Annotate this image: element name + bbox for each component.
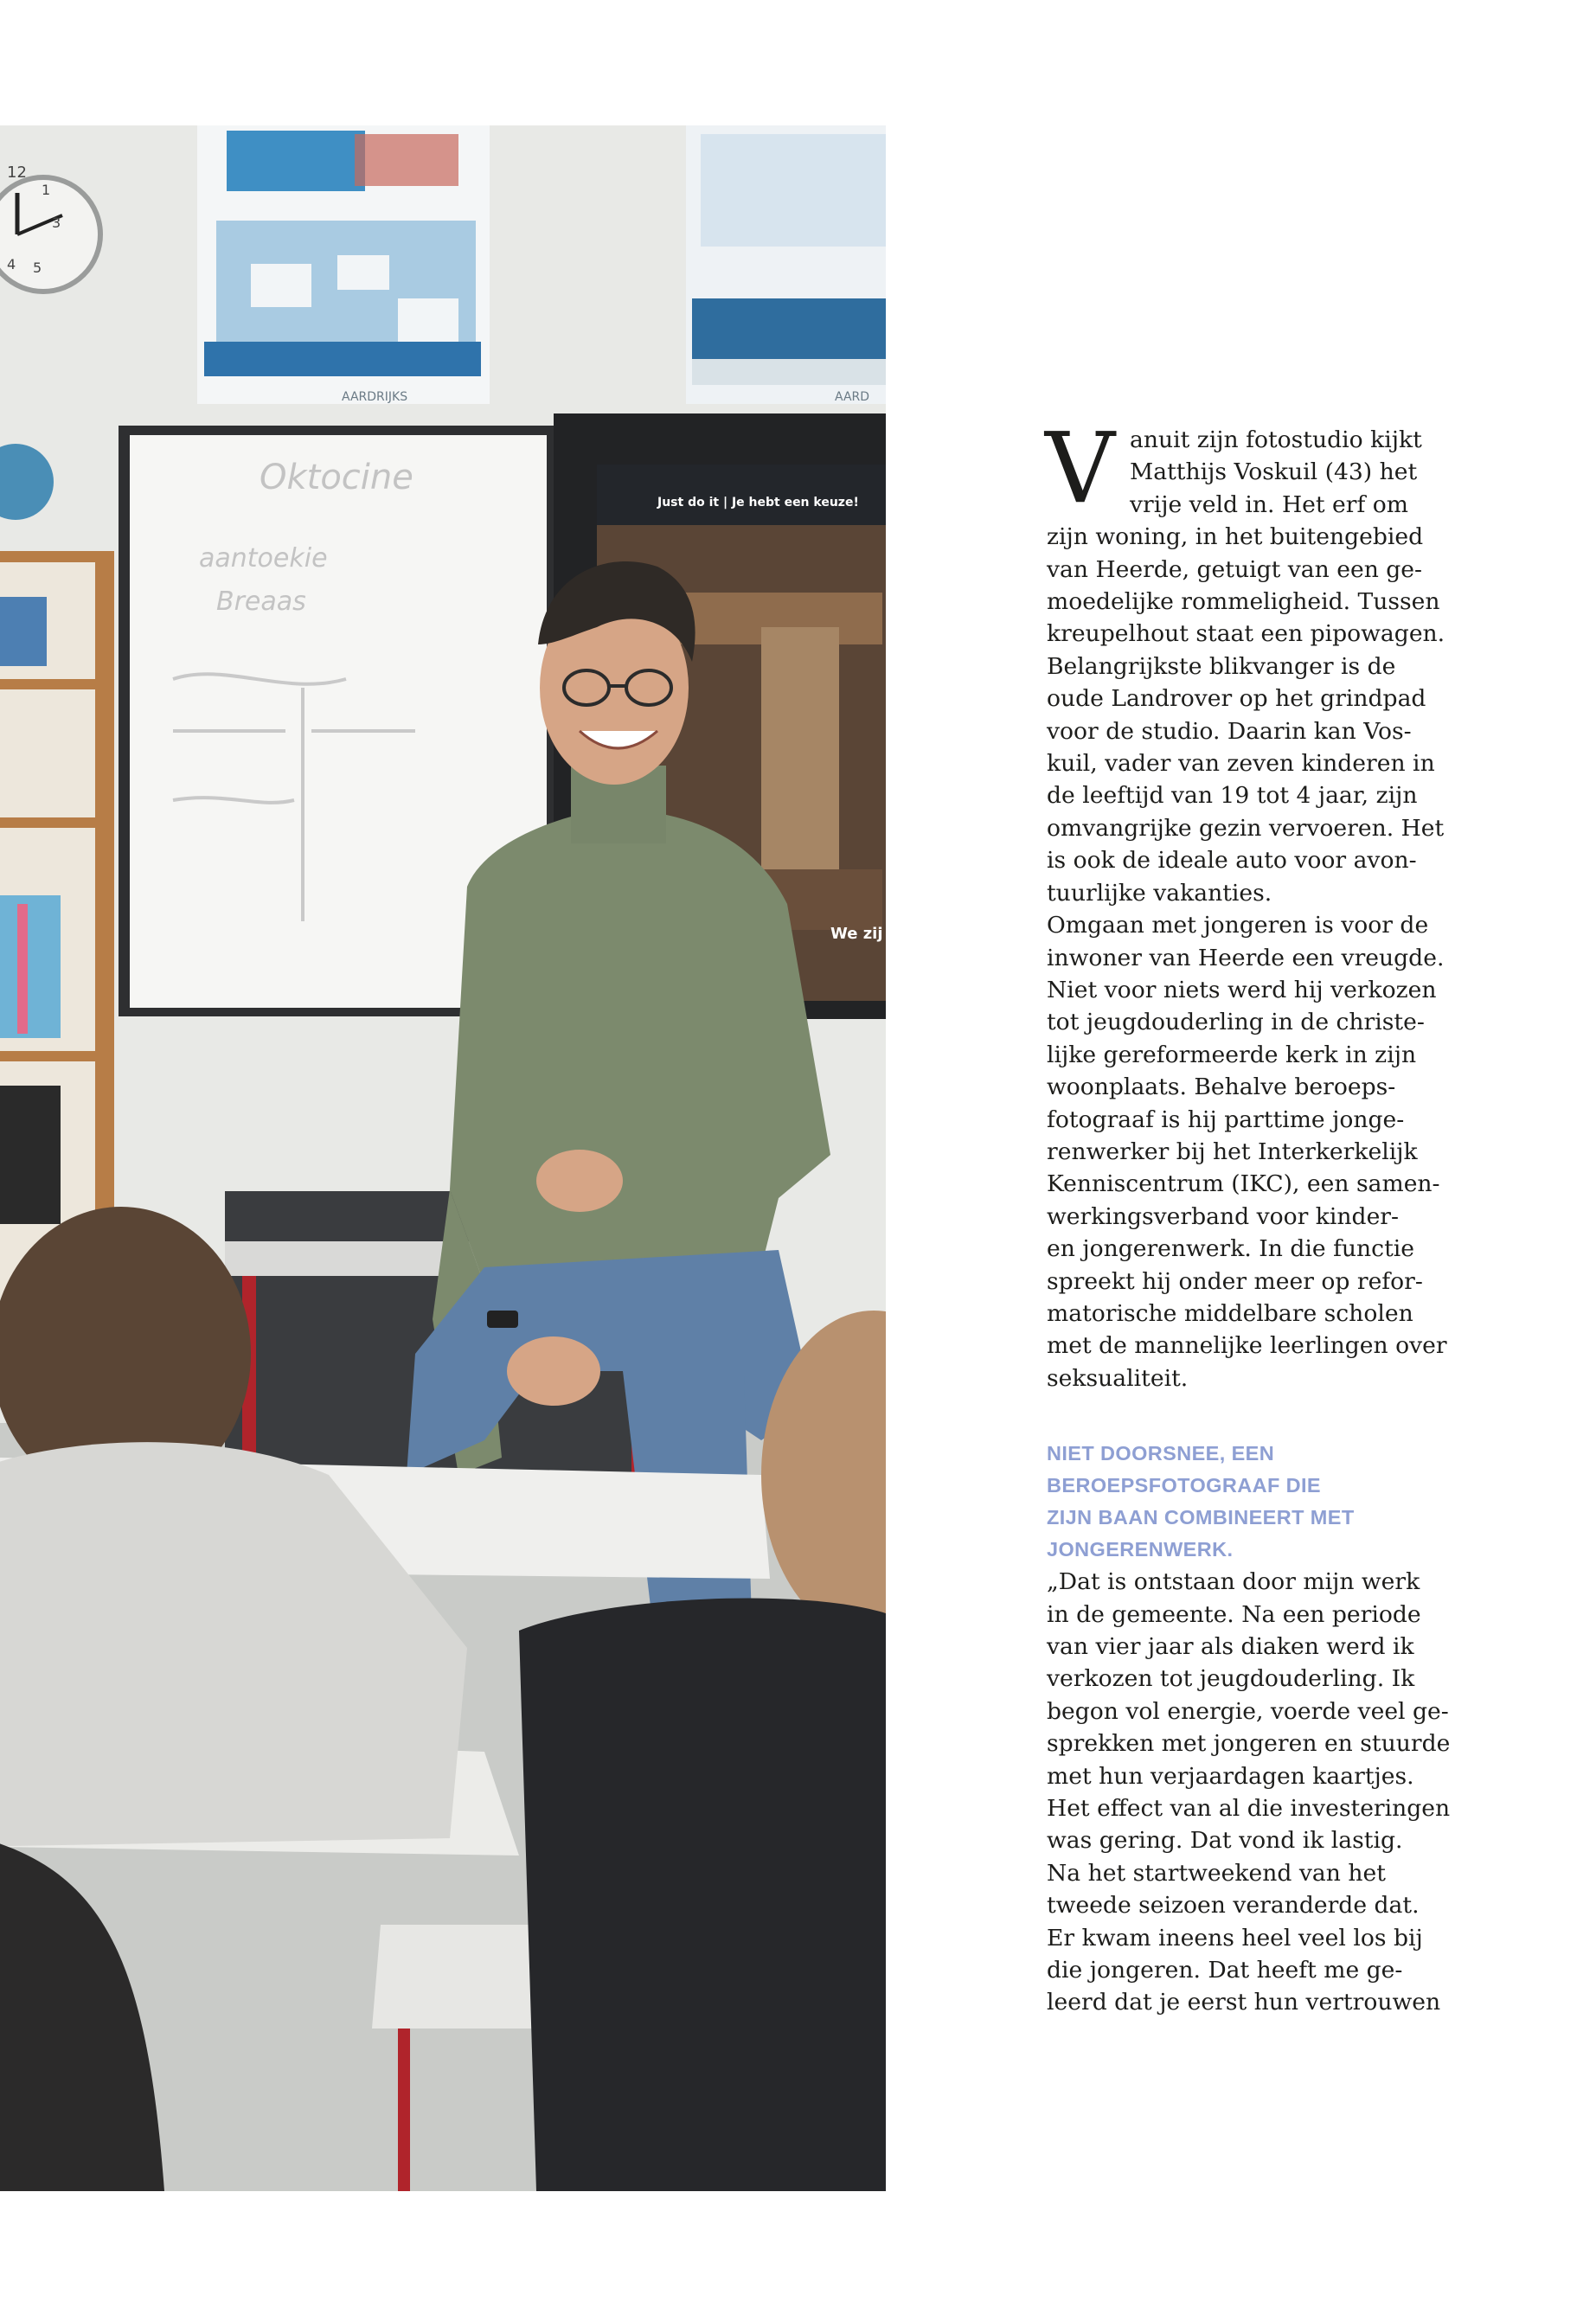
interview-question	[1047, 1438, 1462, 1566]
text-line: omvangrijke gezin vervoeren. Het	[1047, 814, 1445, 842]
text-line: verkozen tot jeugdouderling. Ik	[1047, 1665, 1415, 1693]
svg-text:Breaas: Breaas	[216, 586, 306, 617]
text-line: Het effect van al die investeringen	[1047, 1795, 1451, 1823]
text-line: zijn woning, in het buitengebied	[1047, 523, 1424, 551]
paragraph-1	[1047, 521, 1462, 909]
text-line: woonplaats. Behalve beroeps-	[1047, 1074, 1396, 1101]
text-line: Er kwam ineens heel veel los bij	[1047, 1924, 1423, 1952]
text-line: kreupelhout staat een pipowagen.	[1047, 620, 1445, 648]
intro-line: Matthijs Voskuil (43) het	[1130, 458, 1418, 486]
text-line: sprekken met jongeren en stuurde	[1047, 1730, 1451, 1758]
text-line: voor de studio. Daarin kan Vos-	[1047, 717, 1412, 745]
text-line: spreekt hij onder meer op refor-	[1047, 1267, 1423, 1295]
text-line: tweede seizoen veranderde dat.	[1047, 1892, 1420, 1920]
text-line: in de gemeente. Na een periode	[1047, 1600, 1421, 1628]
text-line: die jongeren. Dat heeft me ge-	[1047, 1957, 1403, 1984]
text-line: van Heerde, getuigt van een ge-	[1047, 555, 1423, 583]
poster-right	[686, 125, 886, 404]
text-line: en jongerenwerk. In die functie	[1047, 1235, 1415, 1263]
text-line: fotograaf is hij parttime jonge-	[1047, 1106, 1405, 1133]
paragraph-2	[1047, 909, 1462, 1394]
text-line: renwerker bij het Interkerkelijk	[1047, 1138, 1418, 1165]
poster-left	[197, 125, 490, 404]
text-line: is ook de ideale auto voor avon-	[1047, 847, 1417, 875]
text-line: met hun verjaardagen kaartjes.	[1047, 1762, 1414, 1790]
svg-text:4: 4	[7, 256, 16, 272]
text-line: de leeftijd van 19 tot 4 jaar, zijn	[1047, 782, 1418, 810]
interview-answer	[1047, 1566, 1462, 2019]
svg-text:We zij: We zij	[830, 925, 883, 943]
text-line: Belangrijkste blikvanger is de	[1047, 652, 1396, 680]
svg-text:Oktocine: Oktocine	[260, 458, 413, 497]
svg-text:AARD: AARD	[835, 390, 870, 404]
svg-text:3: 3	[52, 215, 61, 231]
text-line: begon vol energie, voerde veel ge-	[1047, 1697, 1449, 1725]
question-line: BEROEPSFOTOGRAAF DIE	[1047, 1474, 1322, 1497]
article-body	[1045, 413, 1462, 2019]
text-line: met de mannelijke leerlingen over	[1047, 1332, 1447, 1360]
text-line: lijke gereformeerde kerk in zijn	[1047, 1041, 1417, 1068]
svg-text:1: 1	[42, 182, 51, 198]
question-line: JONGERENWERK.	[1047, 1538, 1234, 1561]
text-line: oude Landrover op het grindpad	[1047, 685, 1426, 713]
text-line: Niet voor niets werd hij verkozen	[1047, 976, 1437, 1003]
text-line: Na het startweekend van het	[1047, 1859, 1386, 1887]
text-line: tot jeugdouderling in de christe-	[1047, 1009, 1425, 1036]
drop-cap: V	[1045, 413, 1115, 525]
classroom-photo	[0, 125, 886, 2191]
text-line: „Dat is ontstaan door mijn werk	[1047, 1568, 1420, 1596]
text-line: Omgaan met jongeren is voor de	[1047, 912, 1429, 939]
text-line: inwoner van Heerde een vreugde.	[1047, 944, 1445, 971]
svg-text:aantoekie: aantoekie	[199, 543, 328, 574]
question-line: NIET DOORSNEE, EEN	[1047, 1442, 1275, 1465]
text-line: werkingsverband voor kinder-	[1047, 1202, 1400, 1230]
intro-line: anuit zijn fotostudio kijkt	[1130, 426, 1422, 453]
text-line: was gering. Dat vond ik lastig.	[1047, 1827, 1403, 1855]
svg-text:AARDRIJKS: AARDRIJKS	[342, 390, 408, 404]
text-line: matorische middelbare scholen	[1047, 1299, 1413, 1327]
svg-text:12: 12	[7, 163, 27, 182]
text-line: kuil, vader van zeven kinderen in	[1047, 750, 1435, 778]
svg-text:Just do it | Je hebt een keuze: Just do it | Je hebt een keuze!	[657, 496, 859, 510]
classroom-scene	[0, 125, 886, 2191]
text-line: moedelijke rommeligheid. Tussen	[1047, 588, 1440, 616]
text-line: seksualiteit.	[1047, 1364, 1189, 1392]
text-line: Kenniscentrum (IKC), een samen-	[1047, 1170, 1440, 1198]
text-line: tuurlijke vakanties.	[1047, 879, 1272, 907]
svg-text:5: 5	[33, 260, 42, 276]
text-line: leerd dat je eerst hun vertrouwen	[1047, 1989, 1441, 2016]
intro-line: vrije veld in. Het erf om	[1130, 490, 1409, 518]
text-line: van vier jaar als diaken werd ik	[1047, 1633, 1414, 1660]
question-line: ZIJN BAAN COMBINEERT MET	[1047, 1506, 1355, 1529]
